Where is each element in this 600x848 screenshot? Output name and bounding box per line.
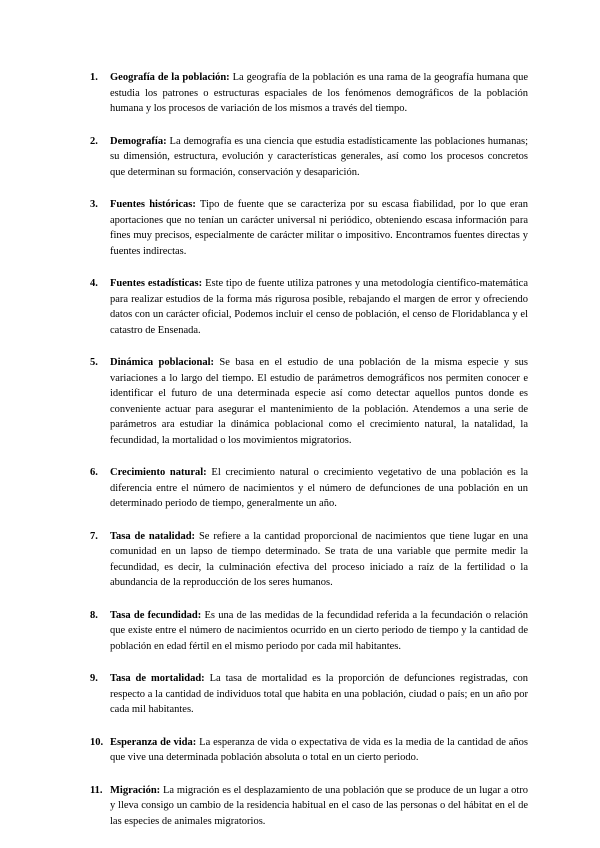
item-term: Fuentes estadísticas: [110,278,203,289]
item-description: La esperanza de vida o expectativa de vida es la media de la cantidad de años que vive una determinada población absoluta o total en un cierto periodo. [110,736,528,763]
definition-item [90,608,528,655]
definition-item [90,70,528,117]
item-term: Migración: [110,784,161,796]
definition-item [90,529,528,591]
item-number: 10. [90,736,104,748]
item-description: El crecimiento natural o crecimiento vegetativo de una población es la diferencia entre el número de nacimientos y el número de defunciones de una población en un determinado periodo de tiempo, generalmente un año. [110,467,529,509]
item-number: 4. [90,278,98,289]
definitions-list [90,70,528,846]
item-term: Tasa de fecundidad: [110,609,202,621]
item-description: Tipo de fuente que se caracteriza por su escasa fiabilidad, por lo que eran aportaciones que no tenían un carácter universal ni periódico, obteniendo escasa información para fines muy precisos, especialmente de carácter militar o impositivo. Encontramos fuentes directas y fuentes indirectas. [110,199,528,257]
item-term: Fuentes históricas: [110,199,196,210]
item-description: Este tipo de fuente utiliza patrones y una metodología científico-matemática para realizar estudios de la forma más rigurosa posible, rebajando el margen de error y ofreciendo datos con un carácter oficial, Podemos incluir el censo de población, el censo de Floridablanca y el catastro de Ensenada. [110,278,528,336]
definition-item [90,134,528,181]
item-number: 8. [90,609,98,621]
item-number: 1. [90,72,98,83]
definition-item [90,671,528,718]
definition-item [90,735,528,766]
item-description: La demografía es una ciencia que estudia estadísticamente las poblaciones humanas; su dimensión, estructura, evolución y características generales, así como los procesos concretos que determinan su formación, conservación y desaparición. [110,135,528,178]
item-number: 5. [90,357,98,368]
definition-item [90,465,528,512]
item-description: Se basa en el estudio de una población de la misma especie y sus variaciones a lo largo del tiempo. El estudio de parámetros demográficos nos permiten conocer e identificar el futuro de una determinada especie así como detectar aquellos puntos donde es conveniente actuar para asegurar el mantenimiento de la población. Atendemos a una serie de parámetros ara estudiar la dinámica poblacional como el crecimiento natural, la natalidad, la fecundidad, la mortalidad o los movimientos migratorios. [110,357,529,446]
definition-item [90,276,528,338]
item-term: Demografía: [110,135,167,147]
item-number: 3. [90,199,98,210]
item-number: 11. [90,784,103,796]
item-number: 9. [90,673,98,684]
definition-item [90,355,528,448]
definition-item [90,783,528,830]
item-term: Esperanza de vida: [110,736,197,748]
item-description: La geografía de la población es una rama de la geografía humana que estudia los patrones o estructuras espaciales de los fenómenos demográficos de la población humana y los procesos de variación de los mismos a través del tiempo. [110,72,528,114]
item-description: La tasa de mortalidad es la proporción de defunciones registradas, con respecto a la cantidad de individuos total que habita en una población, ciudad o país; en un año por cada mil habitantes. [110,673,528,715]
item-number: 7. [90,530,98,542]
item-term: Crecimiento natural: [110,467,207,478]
item-number: 2. [90,135,98,147]
item-description: Es una de las medidas de la fecundidad referida a la fecundación o relación que existe entre el número de nacimientos ocurrido en un cierto periodo de tiempo y la cantidad de población en edad fértil en el mismo periodo por cada mil habitantes. [110,609,529,652]
item-term: Tasa de mortalidad: [110,673,205,684]
item-term: Tasa de natalidad: [110,530,196,542]
item-description: La migración es el desplazamiento de una población que se produce de un lugar a otro y lleva consigo un cambio de la residencia habitual en el caso de las personas o del hábitat en el de las especies de animales migratorios. [110,784,528,827]
item-term: Dinámica poblacional: [110,357,214,368]
item-number: 6. [90,467,98,478]
item-description: Se refiere a la cantidad proporcional de nacimientos que tiene lugar en una comunidad en un lapso de tiempo determinado. Se trata de una variable que permite medir la fecundidad, es decir, la culminación efectiva del proceso iniciado a raíz de la fertilidad o la abundancia de la reproducción de los seres humanos. [110,530,528,588]
item-term: Geografía de la población: [110,72,230,83]
definition-item [90,197,528,259]
